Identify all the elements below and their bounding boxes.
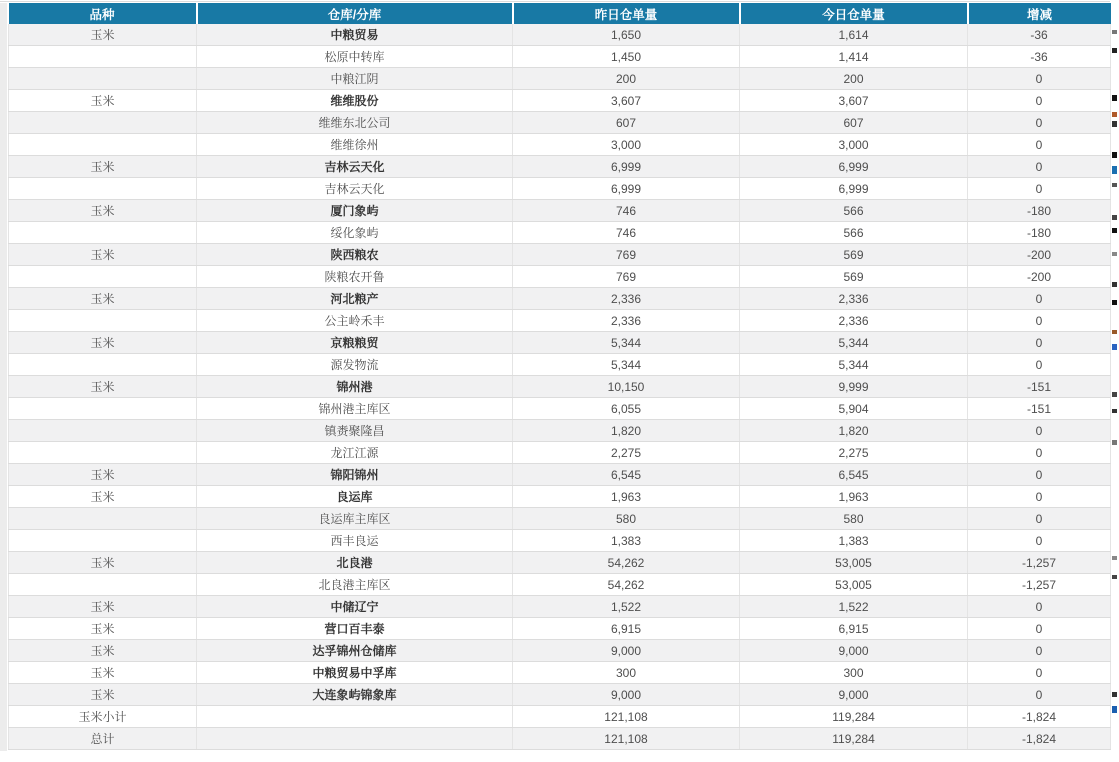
variety-cell: 玉米	[9, 288, 197, 310]
yesterday-qty-cell: 3,607	[513, 90, 740, 112]
warehouse-cell: 河北粮产	[197, 288, 513, 310]
table-row	[9, 112, 1111, 134]
change-cell: -180	[968, 222, 1111, 244]
yesterday-qty-cell: 10,150	[513, 376, 740, 398]
variety-cell: 玉米	[9, 684, 197, 706]
today-qty-cell: 6,915	[740, 618, 968, 640]
today-qty-cell: 1,963	[740, 486, 968, 508]
variety-cell: 玉米	[9, 90, 197, 112]
col-header-today-qty: 今日仓单量	[740, 3, 968, 24]
variety-cell: 玉米	[9, 486, 197, 508]
warehouse-cell: 吉林云天化	[197, 178, 513, 200]
variety-cell: 玉米	[9, 376, 197, 398]
today-qty-cell: 569	[740, 244, 968, 266]
warehouse-cell: 中储辽宁	[197, 596, 513, 618]
variety-cell	[9, 354, 197, 376]
yesterday-qty-cell: 2,275	[513, 442, 740, 464]
variety-cell	[9, 574, 197, 596]
warehouse-cell: 镇赉聚隆昌	[197, 420, 513, 442]
today-qty-cell: 1,414	[740, 46, 968, 68]
table-row	[9, 68, 1111, 90]
change-cell: -1,257	[968, 552, 1111, 574]
yesterday-qty-cell: 300	[513, 662, 740, 684]
table-row	[9, 200, 1111, 222]
today-qty-cell: 53,005	[740, 552, 968, 574]
table-row	[9, 486, 1111, 508]
warehouse-cell: 维维徐州	[197, 134, 513, 156]
variety-cell	[9, 420, 197, 442]
variety-cell	[9, 310, 197, 332]
change-cell: 0	[968, 464, 1111, 486]
yesterday-qty-cell: 1,650	[513, 24, 740, 46]
change-cell: -200	[968, 266, 1111, 288]
today-qty-cell: 5,904	[740, 398, 968, 420]
variety-cell	[9, 112, 197, 134]
warehouse-cell: 吉林云天化	[197, 156, 513, 178]
today-qty-cell: 200	[740, 68, 968, 90]
yesterday-qty-cell: 6,055	[513, 398, 740, 420]
change-cell: 0	[968, 112, 1111, 134]
warehouse-cell: 北良港	[197, 552, 513, 574]
variety-cell: 玉米	[9, 464, 197, 486]
table-row	[9, 134, 1111, 156]
yesterday-qty-cell: 5,344	[513, 332, 740, 354]
variety-cell	[9, 222, 197, 244]
today-qty-cell: 5,344	[740, 332, 968, 354]
yesterday-qty-cell: 1,522	[513, 596, 740, 618]
col-header-change: 增减	[968, 3, 1111, 24]
table-row	[9, 46, 1111, 68]
today-qty-cell: 3,000	[740, 134, 968, 156]
table-row	[9, 244, 1111, 266]
today-qty-cell: 119,284	[740, 706, 968, 728]
left-gutter	[0, 3, 7, 751]
variety-cell: 玉米	[9, 662, 197, 684]
yesterday-qty-cell: 6,999	[513, 178, 740, 200]
warehouse-cell: 陕粮农开鲁	[197, 266, 513, 288]
variety-cell: 玉米	[9, 552, 197, 574]
yesterday-qty-cell: 121,108	[513, 728, 740, 750]
table-row	[9, 398, 1111, 420]
variety-cell: 总计	[9, 728, 197, 750]
change-cell: 0	[968, 310, 1111, 332]
table-row	[9, 222, 1111, 244]
variety-cell	[9, 46, 197, 68]
today-qty-cell: 6,999	[740, 178, 968, 200]
variety-cell: 玉米	[9, 618, 197, 640]
table-row	[9, 442, 1111, 464]
table-row	[9, 310, 1111, 332]
change-cell: 0	[968, 596, 1111, 618]
warehouse-cell: 公主岭禾丰	[197, 310, 513, 332]
today-qty-cell: 300	[740, 662, 968, 684]
warehouse-receipt-table	[8, 3, 1111, 750]
change-cell: 0	[968, 332, 1111, 354]
table-row	[9, 266, 1111, 288]
warehouse-cell: 良运库主库区	[197, 508, 513, 530]
table-row	[9, 508, 1111, 530]
col-header-yesterday-qty: 昨日仓单量	[513, 3, 740, 24]
yesterday-qty-cell: 5,344	[513, 354, 740, 376]
variety-cell	[9, 68, 197, 90]
variety-cell	[9, 266, 197, 288]
warehouse-cell: 中粮江阴	[197, 68, 513, 90]
table-row	[9, 24, 1111, 46]
yesterday-qty-cell: 746	[513, 200, 740, 222]
today-qty-cell: 9,000	[740, 684, 968, 706]
table-row	[9, 640, 1111, 662]
warehouse-cell: 中粮贸易中孚库	[197, 662, 513, 684]
variety-cell: 玉米	[9, 640, 197, 662]
yesterday-qty-cell: 2,336	[513, 310, 740, 332]
yesterday-qty-cell: 54,262	[513, 552, 740, 574]
today-qty-cell: 2,336	[740, 310, 968, 332]
change-cell: 0	[968, 354, 1111, 376]
screen-edge-artifact	[1112, 0, 1119, 762]
yesterday-qty-cell: 746	[513, 222, 740, 244]
table-row	[9, 706, 1111, 728]
warehouse-cell: 北良港主库区	[197, 574, 513, 596]
table-row	[9, 420, 1111, 442]
warehouse-cell	[197, 706, 513, 728]
table-row	[9, 178, 1111, 200]
today-qty-cell: 566	[740, 222, 968, 244]
table-row	[9, 728, 1111, 750]
today-qty-cell: 119,284	[740, 728, 968, 750]
change-cell: 0	[968, 442, 1111, 464]
warehouse-cell: 锦州港主库区	[197, 398, 513, 420]
header-row	[9, 3, 1111, 24]
yesterday-qty-cell: 54,262	[513, 574, 740, 596]
yesterday-qty-cell: 580	[513, 508, 740, 530]
variety-cell: 玉米	[9, 596, 197, 618]
yesterday-qty-cell: 6,545	[513, 464, 740, 486]
warehouse-cell: 大连象屿锦象库	[197, 684, 513, 706]
warehouse-cell: 绥化象屿	[197, 222, 513, 244]
change-cell: -1,257	[968, 574, 1111, 596]
today-qty-cell: 1,820	[740, 420, 968, 442]
change-cell: 0	[968, 618, 1111, 640]
variety-cell: 玉米	[9, 244, 197, 266]
change-cell: 0	[968, 134, 1111, 156]
table-row	[9, 596, 1111, 618]
table-row	[9, 354, 1111, 376]
variety-cell	[9, 442, 197, 464]
yesterday-qty-cell: 1,820	[513, 420, 740, 442]
table-row	[9, 332, 1111, 354]
change-cell: -200	[968, 244, 1111, 266]
table-row	[9, 464, 1111, 486]
yesterday-qty-cell: 769	[513, 244, 740, 266]
change-cell: 0	[968, 156, 1111, 178]
variety-cell	[9, 178, 197, 200]
table-row	[9, 618, 1111, 640]
variety-cell: 玉米小计	[9, 706, 197, 728]
warehouse-cell: 西丰良运	[197, 530, 513, 552]
table-row	[9, 574, 1111, 596]
change-cell: -36	[968, 46, 1111, 68]
yesterday-qty-cell: 1,963	[513, 486, 740, 508]
variety-cell	[9, 398, 197, 420]
col-header-warehouse: 仓库/分库	[197, 3, 513, 24]
warehouse-cell: 营口百丰泰	[197, 618, 513, 640]
col-header-variety: 品种	[9, 3, 197, 24]
yesterday-qty-cell: 6,915	[513, 618, 740, 640]
today-qty-cell: 5,344	[740, 354, 968, 376]
table-row	[9, 552, 1111, 574]
today-qty-cell: 1,522	[740, 596, 968, 618]
change-cell: 0	[968, 68, 1111, 90]
change-cell: 0	[968, 486, 1111, 508]
yesterday-qty-cell: 9,000	[513, 640, 740, 662]
table-row	[9, 90, 1111, 112]
today-qty-cell: 9,000	[740, 640, 968, 662]
today-qty-cell: 2,336	[740, 288, 968, 310]
table-row	[9, 156, 1111, 178]
warehouse-cell: 松原中转库	[197, 46, 513, 68]
change-cell: 0	[968, 640, 1111, 662]
variety-cell: 玉米	[9, 156, 197, 178]
yesterday-qty-cell: 2,336	[513, 288, 740, 310]
change-cell: -151	[968, 376, 1111, 398]
today-qty-cell: 2,275	[740, 442, 968, 464]
change-cell: 0	[968, 178, 1111, 200]
today-qty-cell: 6,545	[740, 464, 968, 486]
change-cell: -1,824	[968, 728, 1111, 750]
warehouse-cell	[197, 728, 513, 750]
yesterday-qty-cell: 1,450	[513, 46, 740, 68]
change-cell: 0	[968, 530, 1111, 552]
today-qty-cell: 566	[740, 200, 968, 222]
variety-cell: 玉米	[9, 332, 197, 354]
today-qty-cell: 569	[740, 266, 968, 288]
change-cell: 0	[968, 90, 1111, 112]
warehouse-cell: 锦阳锦州	[197, 464, 513, 486]
variety-cell	[9, 134, 197, 156]
warehouse-cell: 维维股份	[197, 90, 513, 112]
table-row	[9, 662, 1111, 684]
change-cell: 0	[968, 508, 1111, 530]
today-qty-cell: 6,999	[740, 156, 968, 178]
today-qty-cell: 580	[740, 508, 968, 530]
change-cell: 0	[968, 662, 1111, 684]
warehouse-cell: 良运库	[197, 486, 513, 508]
yesterday-qty-cell: 3,000	[513, 134, 740, 156]
change-cell: 0	[968, 684, 1111, 706]
today-qty-cell: 607	[740, 112, 968, 134]
variety-cell	[9, 508, 197, 530]
yesterday-qty-cell: 200	[513, 68, 740, 90]
change-cell: -180	[968, 200, 1111, 222]
yesterday-qty-cell: 769	[513, 266, 740, 288]
variety-cell: 玉米	[9, 24, 197, 46]
change-cell: -151	[968, 398, 1111, 420]
change-cell: 0	[968, 288, 1111, 310]
table-row	[9, 288, 1111, 310]
warehouse-cell: 锦州港	[197, 376, 513, 398]
change-cell: 0	[968, 420, 1111, 442]
yesterday-qty-cell: 1,383	[513, 530, 740, 552]
warehouse-cell: 龙江江源	[197, 442, 513, 464]
warehouse-cell: 中粮贸易	[197, 24, 513, 46]
yesterday-qty-cell: 9,000	[513, 684, 740, 706]
today-qty-cell: 9,999	[740, 376, 968, 398]
change-cell: -36	[968, 24, 1111, 46]
warehouse-cell: 厦门象屿	[197, 200, 513, 222]
today-qty-cell: 1,383	[740, 530, 968, 552]
today-qty-cell: 53,005	[740, 574, 968, 596]
today-qty-cell: 1,614	[740, 24, 968, 46]
variety-cell	[9, 530, 197, 552]
today-qty-cell: 3,607	[740, 90, 968, 112]
yesterday-qty-cell: 6,999	[513, 156, 740, 178]
variety-cell: 玉米	[9, 200, 197, 222]
change-cell: -1,824	[968, 706, 1111, 728]
warehouse-cell: 达孚锦州仓储库	[197, 640, 513, 662]
top-divider-line	[0, 1, 1110, 2]
table-row	[9, 376, 1111, 398]
yesterday-qty-cell: 121,108	[513, 706, 740, 728]
warehouse-cell: 源发物流	[197, 354, 513, 376]
yesterday-qty-cell: 607	[513, 112, 740, 134]
warehouse-cell: 京粮粮贸	[197, 332, 513, 354]
warehouse-cell: 维维东北公司	[197, 112, 513, 134]
table-row	[9, 530, 1111, 552]
table-row	[9, 684, 1111, 706]
warehouse-cell: 陕西粮农	[197, 244, 513, 266]
